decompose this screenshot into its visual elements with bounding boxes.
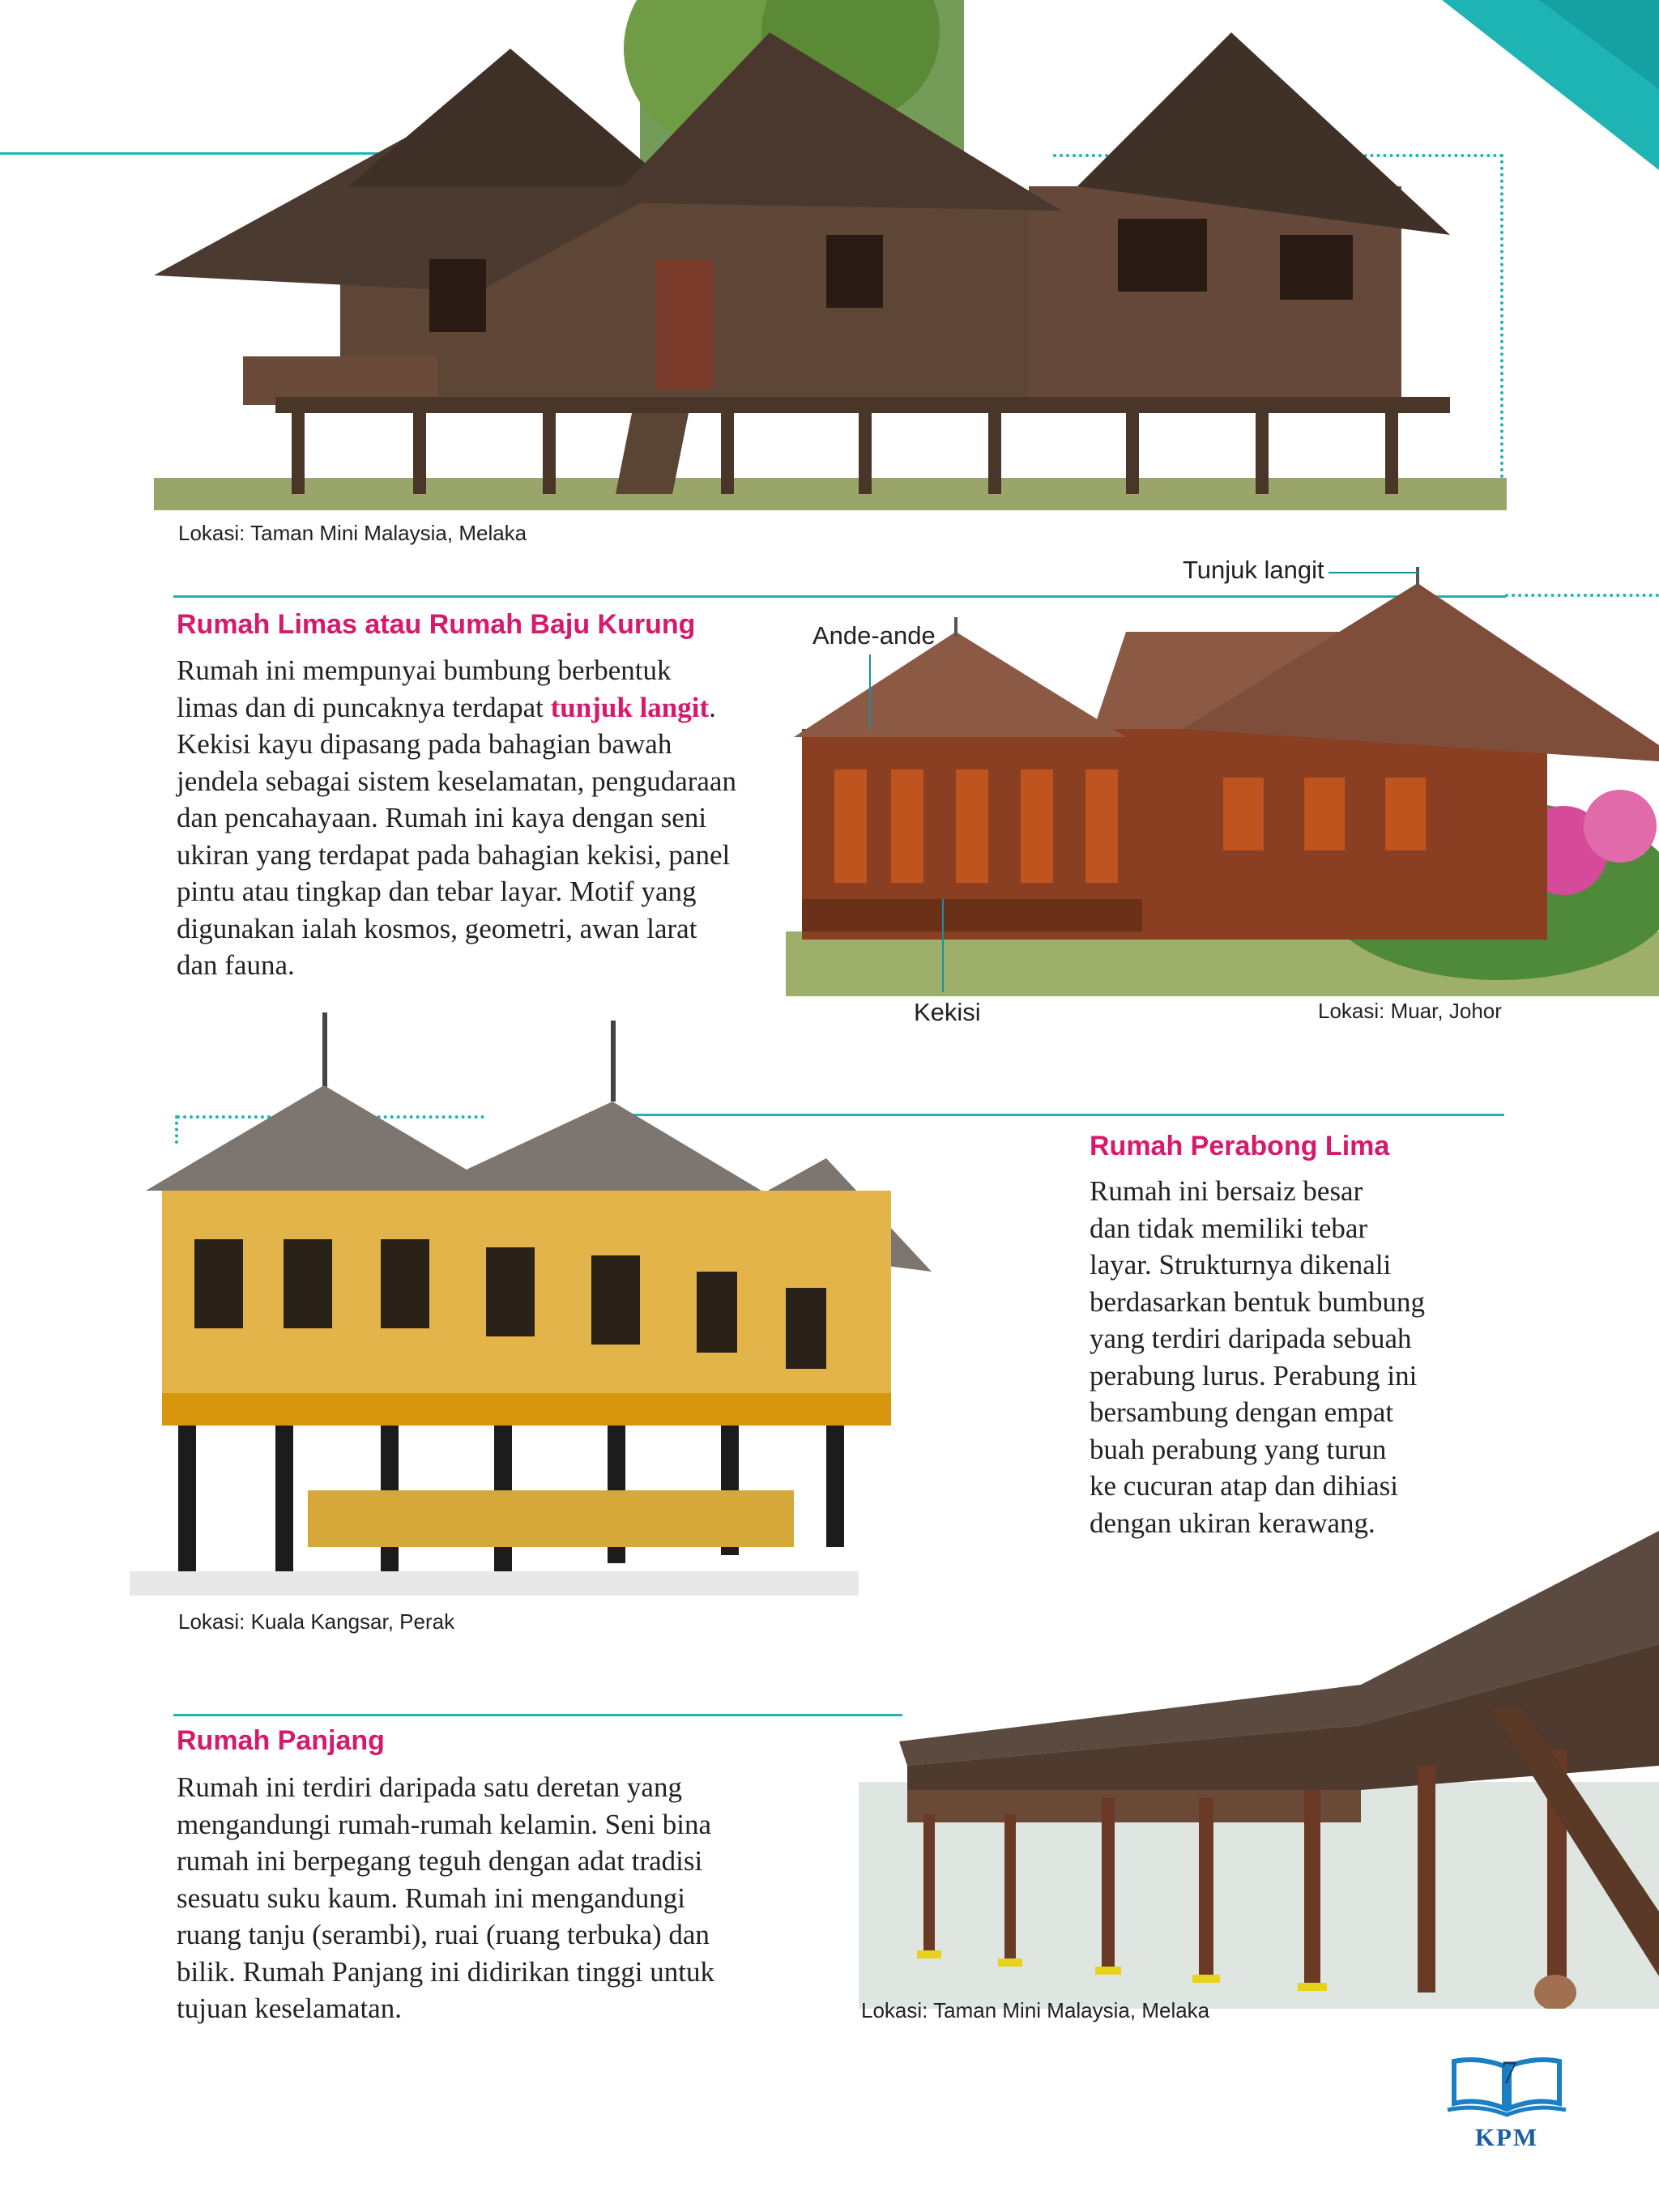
label-kekisi: Kekisi [914, 998, 981, 1026]
body-line: jendela sebagai sistem keselamatan, pengudaraan [177, 765, 736, 797]
label-tunjuk-langit: Tunjuk langit [1183, 556, 1324, 584]
section-heading: Rumah Limas atau Rumah Baju Kurung [177, 609, 696, 640]
body-line: ukiran yang terdapat pada bahagian kekisi, panel [177, 838, 731, 871]
body-line: limas dan di puncaknya terdapat tunjuk langit. [177, 691, 716, 723]
body-line: digunakan ialah kosmos, geometri, awan larat [177, 912, 697, 944]
location-caption: Lokasi: Kuala Kangsar, Perak [178, 1609, 455, 1634]
publisher-logo-text: KPM [1474, 2123, 1539, 2151]
body-line: mengandungi rumah-rumah kelamin. Seni bina [177, 1808, 711, 1840]
body-line: pintu atau tingkap dan tebar layar. Motif yang [177, 876, 697, 907]
body-line: tujuan keselamatan. [177, 1993, 402, 2024]
body-line: dengan ukiran kerawang. [1090, 1507, 1375, 1539]
highlight-term: tunjuk langit [550, 691, 710, 723]
body-line: Rumah ini bersaiz besar [1090, 1175, 1363, 1207]
body-line: buah perabung yang turun [1090, 1433, 1387, 1465]
body-line: layar. Strukturnya dikenali [1090, 1249, 1392, 1281]
location-caption: Lokasi: Taman Mini Malaysia, Melaka [178, 521, 527, 545]
body-line: bilik. Rumah Panjang ini didirikan tinggi untuk [177, 1955, 714, 1988]
body-line: dan fauna. [177, 949, 295, 981]
photo-rumah-panjang [859, 1523, 1659, 2009]
photo-rumah-perabong-lima [113, 1012, 1077, 1612]
page-number-badge [1446, 2053, 1567, 2154]
body-line: sesuatu suku kaum. Rumah ini mengandungi [177, 1882, 685, 1914]
location-caption: Lokasi: Muar, Johor [1318, 999, 1502, 1023]
leader-line [942, 899, 944, 992]
body-line: berdasarkan bentuk bumbung [1090, 1285, 1426, 1318]
body-line: rumah ini berpegang teguh dengan adat tradisi [177, 1845, 703, 1877]
section-heading: Rumah Panjang [177, 1725, 385, 1756]
photo-rumah-melaka [154, 0, 1507, 518]
body-line: Rumah ini mempunyai bumbung berbentuk [177, 654, 672, 686]
body-line: bersambung dengan empat [1090, 1396, 1394, 1428]
page-number: 7 [1501, 2054, 1517, 2091]
body-line: perabung lurus. Perabung ini [1090, 1359, 1418, 1392]
section-body [1090, 1173, 1511, 1541]
body-line: Rumah ini terdiri daripada satu deretan yang [177, 1771, 682, 1803]
section-divider [173, 1714, 902, 1716]
section-heading: Rumah Perabong Lima [1090, 1131, 1390, 1161]
leader-line [869, 654, 871, 729]
leader-line [1328, 572, 1418, 573]
body-line: ruang tanju (serambi), ruai (ruang terbuka) dan [177, 1919, 710, 1950]
section-body [177, 652, 792, 984]
body-line: dan pencahayaan. Rumah ini kaya dengan seni [177, 802, 707, 833]
body-line: dan tidak memiliki tebar [1090, 1212, 1368, 1244]
body-line: yang terdiri daripada sebuah [1090, 1323, 1412, 1354]
location-caption: Lokasi: Taman Mini Malaysia, Melaka [861, 1998, 1210, 2022]
body-line: Kekisi kayu dipasang pada bahagian bawah [177, 728, 672, 760]
body-line: ke cucuran atap dan dihiasi [1090, 1470, 1398, 1502]
section-body [177, 1769, 825, 2027]
label-ande-ande: Ande-ande [812, 621, 936, 650]
